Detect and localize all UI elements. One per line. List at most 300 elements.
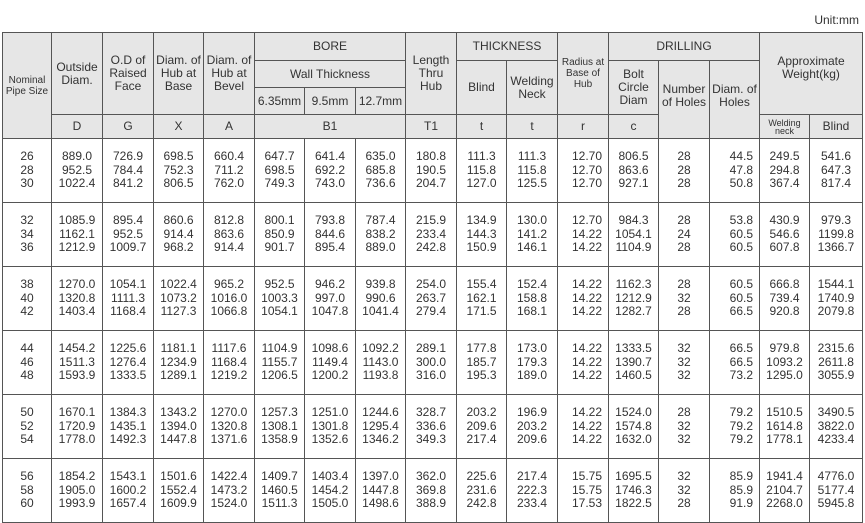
cell-value: 127.0 bbox=[466, 176, 497, 191]
cell-value: 889.0 bbox=[365, 240, 396, 255]
cell-value: 860.6 bbox=[163, 213, 194, 228]
cell-value: 1054.1 bbox=[615, 226, 652, 241]
unit-label: Unit:mm bbox=[814, 13, 859, 27]
cell-value: 28 bbox=[677, 277, 691, 292]
cell-value: 726.9 bbox=[112, 149, 144, 164]
cell-value: 1333.5 bbox=[615, 341, 652, 356]
cell-value: 32 bbox=[677, 341, 691, 356]
cell-value: 12.70 bbox=[571, 176, 602, 191]
cell-value: 32 bbox=[677, 290, 691, 305]
table-cell bbox=[305, 267, 356, 331]
cell-value: 863.6 bbox=[213, 226, 245, 241]
cell-value: 1206.5 bbox=[261, 368, 298, 383]
cell-value: 231.6 bbox=[466, 482, 497, 497]
cell-value: 60.5 bbox=[729, 290, 754, 305]
cell-value: 3490.5 bbox=[817, 405, 855, 420]
cell-value: 1695.5 bbox=[615, 469, 652, 484]
cell-value: 1993.9 bbox=[58, 496, 96, 511]
cell-value: 168.1 bbox=[516, 304, 548, 319]
table-cell bbox=[760, 395, 810, 459]
cell-value: 1276.4 bbox=[109, 354, 147, 369]
cell-value: 784.4 bbox=[112, 162, 144, 177]
table-cell bbox=[457, 139, 507, 203]
table-cell bbox=[609, 267, 659, 331]
cell-value: 1778.0 bbox=[58, 432, 96, 447]
cell-value: 17.53 bbox=[571, 496, 602, 511]
cell-value: 1127.3 bbox=[160, 304, 197, 319]
cell-value: 1111.3 bbox=[110, 290, 146, 305]
table-cell bbox=[154, 395, 204, 459]
cell-value: 660.4 bbox=[213, 149, 245, 164]
cell-value: 1510.5 bbox=[766, 405, 803, 420]
cell-value: 946.2 bbox=[314, 277, 346, 292]
cell-value: 844.6 bbox=[314, 226, 346, 241]
cell-value: 26 bbox=[20, 149, 34, 164]
symbol-t-welding: t bbox=[507, 115, 558, 139]
cell-value: 1740.9 bbox=[817, 290, 855, 305]
cell-value: 666.8 bbox=[769, 277, 800, 292]
cell-value: 54 bbox=[20, 432, 34, 447]
cell-value: 204.7 bbox=[415, 176, 447, 191]
cell-value: 739.4 bbox=[769, 290, 800, 305]
cell-value: 2079.8 bbox=[817, 304, 855, 319]
table-cell bbox=[255, 395, 305, 459]
table-cell bbox=[406, 331, 457, 395]
cell-value: 1054.1 bbox=[261, 304, 298, 319]
cell-value: 14.22 bbox=[571, 368, 602, 383]
cell-value: 1511.3 bbox=[261, 496, 298, 511]
cell-value: 328.7 bbox=[415, 405, 447, 420]
cell-value: 12.70 bbox=[571, 162, 602, 177]
header-diam-of-holes: Diam. of Holes bbox=[710, 61, 760, 139]
cell-value: 53.8 bbox=[729, 213, 754, 228]
table-cell bbox=[659, 331, 710, 395]
cell-value: 647.7 bbox=[264, 149, 295, 164]
table-cell bbox=[457, 395, 507, 459]
header-bolt-circle: Bolt Circle Diam bbox=[609, 61, 659, 115]
cell-value: 1270.0 bbox=[210, 405, 248, 420]
cell-value: 300.0 bbox=[415, 354, 447, 369]
cell-value: 336.6 bbox=[415, 418, 447, 433]
cell-value: 711.2 bbox=[214, 162, 244, 177]
table-cell bbox=[710, 331, 760, 395]
cell-value: 1435.1 bbox=[109, 418, 147, 433]
table-cell bbox=[710, 267, 760, 331]
cell-value: 150.9 bbox=[466, 240, 497, 255]
cell-value: 125.5 bbox=[516, 176, 548, 191]
cell-value: 173.0 bbox=[516, 341, 548, 356]
table-cell bbox=[103, 203, 154, 267]
table-cell bbox=[457, 203, 507, 267]
cell-value: 2104.7 bbox=[766, 482, 803, 497]
table-cell bbox=[103, 395, 154, 459]
table-cell bbox=[406, 395, 457, 459]
table-cell bbox=[103, 331, 154, 395]
table-cell bbox=[710, 139, 760, 203]
cell-value: 50 bbox=[20, 405, 34, 420]
cell-value: 177.8 bbox=[466, 341, 497, 356]
cell-value: 233.4 bbox=[415, 226, 447, 241]
cell-value: 1358.9 bbox=[261, 432, 298, 447]
cell-value: 927.1 bbox=[618, 176, 649, 191]
table-cell bbox=[3, 459, 52, 523]
table-cell bbox=[103, 267, 154, 331]
table-cell bbox=[154, 267, 204, 331]
cell-value: 698.5 bbox=[163, 149, 194, 164]
header-hub-base: Diam. of Hub at Base bbox=[154, 33, 204, 115]
header-drilling: DRILLING bbox=[609, 33, 760, 61]
cell-value: 1333.5 bbox=[109, 368, 147, 383]
cell-value: 28 bbox=[677, 405, 691, 420]
cell-value: 85.9 bbox=[729, 482, 754, 497]
cell-value: 546.6 bbox=[769, 226, 800, 241]
cell-value: 1168.4 bbox=[110, 304, 146, 319]
table-cell bbox=[305, 395, 356, 459]
cell-value: 1352.6 bbox=[311, 432, 349, 447]
cell-value: 1301.8 bbox=[311, 418, 349, 433]
cell-value: 60.5 bbox=[729, 277, 754, 292]
table-cell bbox=[305, 331, 356, 395]
cell-value: 1454.2 bbox=[311, 482, 349, 497]
cell-value: 863.6 bbox=[618, 162, 649, 177]
cell-value: 952.5 bbox=[112, 226, 144, 241]
cell-value: 1394.0 bbox=[160, 418, 197, 433]
cell-value: 1505.0 bbox=[311, 496, 349, 511]
table-cell bbox=[659, 395, 710, 459]
cell-value: 79.2 bbox=[729, 418, 754, 433]
cell-value: 1093.2 bbox=[766, 354, 803, 369]
cell-value: 254.0 bbox=[415, 277, 447, 292]
cell-value: 979.3 bbox=[821, 213, 852, 228]
cell-value: 111.3 bbox=[517, 149, 547, 164]
cell-value: 79.2 bbox=[729, 405, 754, 420]
cell-value: 189.0 bbox=[516, 368, 548, 383]
cell-value: 14.22 bbox=[571, 341, 602, 356]
cell-value: 34 bbox=[20, 226, 34, 241]
cell-value: 1447.8 bbox=[160, 432, 197, 447]
cell-value: 1073.2 bbox=[160, 290, 197, 305]
cell-value: 1632.0 bbox=[615, 432, 652, 447]
table-cell bbox=[3, 395, 52, 459]
cell-value: 215.9 bbox=[415, 213, 447, 228]
cell-value: 242.8 bbox=[415, 240, 447, 255]
cell-value: 1282.7 bbox=[615, 304, 652, 319]
cell-value: 1524.0 bbox=[210, 496, 248, 511]
table-cell bbox=[255, 459, 305, 523]
symbol-c: c bbox=[609, 115, 659, 139]
cell-value: 1162.1 bbox=[59, 226, 95, 241]
cell-value: 430.9 bbox=[769, 213, 800, 228]
table-cell bbox=[810, 395, 863, 459]
cell-value: 838.2 bbox=[365, 226, 396, 241]
cell-value: 1212.9 bbox=[615, 290, 652, 305]
cell-value: 1600.2 bbox=[109, 482, 147, 497]
cell-value: 47.8 bbox=[729, 162, 754, 177]
cell-value: 171.5 bbox=[466, 304, 497, 319]
cell-value: 1234.9 bbox=[160, 354, 197, 369]
header-weight-welding-neck: Welding neck bbox=[760, 115, 810, 139]
cell-value: 762.0 bbox=[213, 176, 245, 191]
cell-value: 1295.0 bbox=[766, 368, 803, 383]
header-wall-thickness: Wall Thickness bbox=[255, 61, 406, 88]
cell-value: 1047.8 bbox=[311, 304, 349, 319]
table-cell bbox=[457, 267, 507, 331]
table-cell bbox=[507, 267, 558, 331]
cell-value: 14.22 bbox=[571, 290, 602, 305]
cell-value: 14.22 bbox=[571, 304, 602, 319]
flange-dimensions-table bbox=[2, 32, 863, 523]
cell-value: 14.22 bbox=[571, 405, 602, 420]
cell-value: 58 bbox=[20, 482, 34, 497]
cell-value: 48 bbox=[20, 368, 34, 383]
table-row-group bbox=[3, 139, 863, 203]
table-cell bbox=[204, 459, 255, 523]
cell-value: 1066.8 bbox=[210, 304, 248, 319]
cell-value: 36 bbox=[20, 240, 34, 255]
cell-value: 1905.0 bbox=[58, 482, 96, 497]
cell-value: 316.0 bbox=[415, 368, 447, 383]
cell-value: 1104.9 bbox=[261, 341, 298, 356]
cell-value: 806.5 bbox=[163, 176, 194, 191]
cell-value: 66.5 bbox=[729, 304, 754, 319]
cell-value: 743.0 bbox=[314, 176, 346, 191]
cell-value: 752.3 bbox=[163, 162, 194, 177]
table-cell bbox=[3, 331, 52, 395]
cell-value: 1403.4 bbox=[58, 304, 96, 319]
cell-value: 1460.5 bbox=[261, 482, 298, 497]
cell-value: 1366.7 bbox=[817, 240, 855, 255]
header-bore: BORE bbox=[255, 33, 406, 61]
cell-value: 32 bbox=[677, 354, 691, 369]
table-cell bbox=[3, 203, 52, 267]
cell-value: 222.3 bbox=[516, 482, 548, 497]
cell-value: 130.0 bbox=[516, 213, 548, 228]
cell-value: 647.3 bbox=[821, 162, 852, 177]
cell-value: 1397.0 bbox=[362, 469, 399, 484]
header-thickness: THICKNESS bbox=[457, 33, 558, 61]
cell-value: 1543.1 bbox=[109, 469, 147, 484]
cell-value: 1371.6 bbox=[210, 432, 248, 447]
header-wall-127: 12.7mm bbox=[356, 88, 406, 115]
table-cell bbox=[204, 395, 255, 459]
table-cell bbox=[760, 203, 810, 267]
cell-value: 1473.2 bbox=[210, 482, 248, 497]
table-cell bbox=[52, 459, 103, 523]
table-cell bbox=[507, 459, 558, 523]
cell-value: 369.8 bbox=[415, 482, 447, 497]
cell-value: 349.3 bbox=[415, 432, 447, 447]
table-cell bbox=[255, 139, 305, 203]
header-length-thru-hub: Length Thru Hub bbox=[406, 33, 457, 115]
table-cell bbox=[558, 203, 609, 267]
table-cell bbox=[52, 331, 103, 395]
cell-value: 144.3 bbox=[466, 226, 497, 241]
cell-value: 5945.8 bbox=[817, 496, 855, 511]
table-cell bbox=[507, 331, 558, 395]
cell-value: 1454.2 bbox=[58, 341, 96, 356]
table-cell bbox=[3, 139, 52, 203]
cell-value: 115.8 bbox=[466, 162, 497, 177]
cell-value: 28 bbox=[677, 496, 691, 511]
cell-value: 32 bbox=[677, 432, 691, 447]
cell-value: 1511.3 bbox=[59, 354, 95, 369]
cell-value: 685.8 bbox=[365, 162, 396, 177]
cell-value: 939.8 bbox=[365, 277, 396, 292]
cell-value: 4776.0 bbox=[817, 469, 855, 484]
table-row-group bbox=[3, 203, 863, 267]
table-cell bbox=[659, 459, 710, 523]
cell-value: 635.0 bbox=[365, 149, 396, 164]
cell-value: 1162.3 bbox=[615, 277, 652, 292]
cell-value: 66.5 bbox=[729, 341, 754, 356]
cell-value: 984.3 bbox=[618, 213, 649, 228]
cell-value: 367.4 bbox=[769, 176, 800, 191]
cell-value: 44.5 bbox=[729, 149, 754, 164]
cell-value: 968.2 bbox=[163, 240, 194, 255]
cell-value: 1181.1 bbox=[160, 341, 197, 356]
cell-value: 2268.0 bbox=[766, 496, 803, 511]
cell-value: 14.22 bbox=[571, 354, 602, 369]
cell-value: 1270.0 bbox=[58, 277, 96, 292]
table-cell bbox=[356, 139, 406, 203]
cell-value: 1403.4 bbox=[311, 469, 349, 484]
cell-value: 1257.3 bbox=[261, 405, 298, 420]
cell-value: 1289.1 bbox=[160, 368, 197, 383]
cell-value: 1593.9 bbox=[58, 368, 96, 383]
cell-value: 141.2 bbox=[516, 226, 548, 241]
cell-value: 46 bbox=[20, 354, 34, 369]
cell-value: 812.8 bbox=[213, 213, 245, 228]
table-row-group bbox=[3, 267, 863, 331]
cell-value: 1409.7 bbox=[261, 469, 298, 484]
cell-value: 1225.6 bbox=[109, 341, 147, 356]
cell-value: 162.1 bbox=[466, 290, 497, 305]
cell-value: 1552.4 bbox=[160, 482, 197, 497]
table-cell bbox=[659, 139, 710, 203]
cell-value: 1343.2 bbox=[160, 405, 197, 420]
cell-value: 793.8 bbox=[314, 213, 346, 228]
cell-value: 1009.7 bbox=[109, 240, 147, 255]
cell-value: 1657.4 bbox=[109, 496, 147, 511]
header-outside-diam: Outside Diam. bbox=[52, 33, 103, 115]
table-cell bbox=[154, 459, 204, 523]
cell-value: 28 bbox=[677, 149, 691, 164]
cell-value: 233.4 bbox=[516, 496, 548, 511]
cell-value: 85.9 bbox=[729, 469, 754, 484]
cell-value: 209.6 bbox=[466, 418, 497, 433]
cell-value: 2315.6 bbox=[817, 341, 855, 356]
cell-value: 1614.8 bbox=[766, 418, 803, 433]
table-cell bbox=[609, 203, 659, 267]
cell-value: 91.9 bbox=[729, 496, 754, 511]
table-cell bbox=[507, 395, 558, 459]
cell-value: 1092.2 bbox=[362, 341, 399, 356]
table-cell bbox=[154, 331, 204, 395]
table-cell bbox=[760, 267, 810, 331]
cell-value: 965.2 bbox=[213, 277, 245, 292]
header-number-of-holes: Number of Holes bbox=[659, 61, 710, 139]
cell-value: 1822.5 bbox=[615, 496, 652, 511]
cell-value: 2611.8 bbox=[818, 354, 854, 369]
table-cell bbox=[406, 203, 457, 267]
symbol-x: X bbox=[154, 115, 204, 139]
cell-value: 12.70 bbox=[571, 213, 602, 228]
cell-value: 56 bbox=[20, 469, 34, 484]
cell-value: 217.4 bbox=[466, 432, 497, 447]
cell-value: 914.4 bbox=[163, 226, 194, 241]
table-cell bbox=[103, 139, 154, 203]
cell-value: 1143.0 bbox=[362, 354, 399, 369]
cell-value: 32 bbox=[677, 469, 691, 484]
cell-value: 914.4 bbox=[213, 240, 245, 255]
table-cell bbox=[659, 267, 710, 331]
cell-value: 1746.3 bbox=[615, 482, 652, 497]
cell-value: 1941.4 bbox=[766, 469, 803, 484]
cell-value: 901.7 bbox=[264, 240, 295, 255]
table-cell bbox=[659, 203, 710, 267]
cell-value: 79.2 bbox=[729, 432, 754, 447]
cell-value: 1498.6 bbox=[362, 496, 399, 511]
table-cell bbox=[52, 395, 103, 459]
table-cell bbox=[356, 459, 406, 523]
cell-value: 1854.2 bbox=[58, 469, 96, 484]
cell-value: 60.5 bbox=[729, 226, 754, 241]
table-cell bbox=[356, 267, 406, 331]
table-cell bbox=[609, 139, 659, 203]
header-radius: Radius at Base of Hub bbox=[558, 33, 609, 115]
table-cell bbox=[810, 267, 863, 331]
cell-value: 736.6 bbox=[365, 176, 396, 191]
cell-value: 1149.4 bbox=[312, 354, 348, 369]
table-cell bbox=[305, 139, 356, 203]
cell-value: 209.6 bbox=[516, 432, 548, 447]
table-cell bbox=[356, 203, 406, 267]
cell-value: 920.8 bbox=[769, 304, 800, 319]
table-cell bbox=[406, 267, 457, 331]
cell-value: 1200.2 bbox=[311, 368, 349, 383]
cell-value: 24 bbox=[677, 226, 691, 241]
cell-value: 111.3 bbox=[467, 149, 496, 164]
table-cell bbox=[3, 267, 52, 331]
table-cell bbox=[507, 203, 558, 267]
cell-value: 28 bbox=[677, 240, 691, 255]
cell-value: 40 bbox=[20, 290, 34, 305]
cell-value: 15.75 bbox=[571, 469, 602, 484]
cell-value: 134.9 bbox=[466, 213, 497, 228]
table-cell bbox=[406, 459, 457, 523]
table-cell bbox=[52, 139, 103, 203]
cell-value: 66.5 bbox=[729, 354, 754, 369]
cell-value: 1390.7 bbox=[615, 354, 652, 369]
cell-value: 190.5 bbox=[415, 162, 447, 177]
table-cell bbox=[204, 331, 255, 395]
cell-value: 289.1 bbox=[415, 341, 447, 356]
cell-value: 32 bbox=[677, 482, 691, 497]
cell-value: 179.3 bbox=[516, 354, 548, 369]
cell-value: 698.5 bbox=[264, 162, 295, 177]
cell-value: 641.4 bbox=[314, 149, 346, 164]
symbol-g: G bbox=[103, 115, 154, 139]
table-cell bbox=[457, 331, 507, 395]
table-cell bbox=[558, 267, 609, 331]
cell-value: 225.6 bbox=[466, 469, 497, 484]
table-cell bbox=[507, 139, 558, 203]
table-cell bbox=[710, 395, 760, 459]
symbol-b1: B1 bbox=[255, 115, 406, 139]
cell-value: 158.8 bbox=[516, 290, 548, 305]
cell-value: 146.1 bbox=[516, 240, 548, 255]
cell-value: 115.8 bbox=[517, 162, 547, 177]
